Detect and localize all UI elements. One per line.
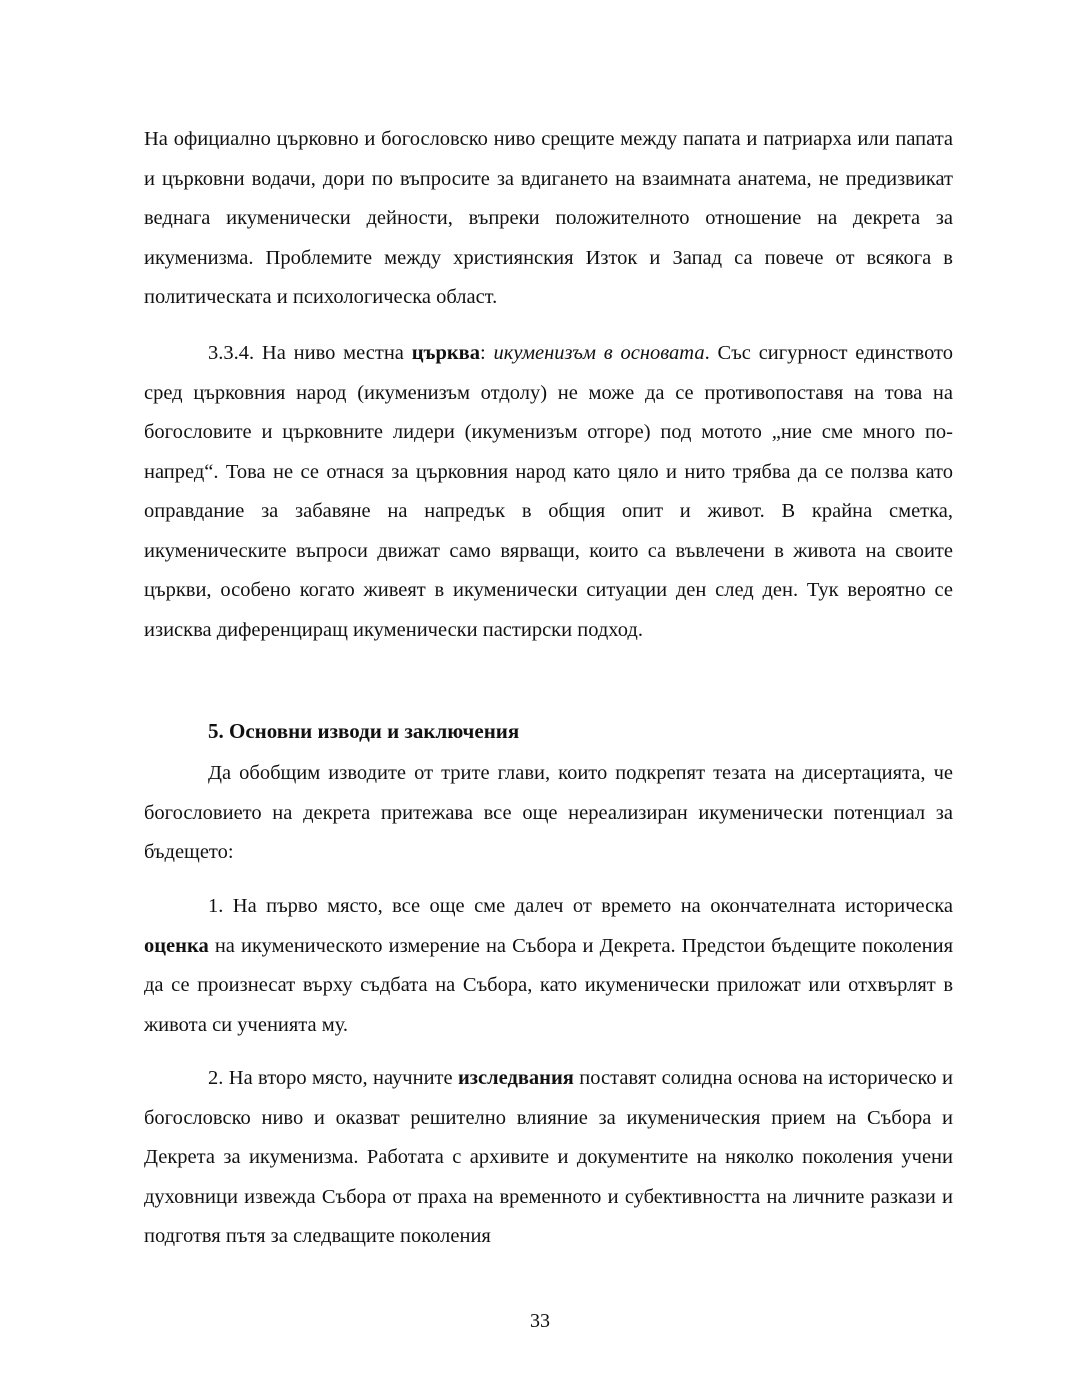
colon-separator: : [480, 342, 494, 364]
paragraph-summary-intro [144, 754, 953, 873]
paragraph-rest: на икуменическото измерение на Събора и Декрета. Предстои бъдещите поколения да се произнесат върху съдбата на Събора, като икуменически приложат или отхвърлят в живота си ученията му. [144, 934, 953, 1036]
paragraph-prefix: 3.3.4. На ниво местна [208, 342, 412, 364]
bold-term-church: църква [411, 342, 480, 364]
section-heading: 5. Основни изводи и заключения [208, 719, 520, 743]
paragraph-prefix: 1. На първо място, все още сме далеч от времето на окончателната историческа [208, 895, 953, 917]
paragraph-rest: поставят солидна основа на историческо и богословско ниво и оказват решително влияние за икуменическия прием на Събора и Декрета за икуменизма. Работата с архивите и документите на няколко поколения учени духовници извежда Събора от праха на временното и субективността на личните разкази и подготвя пътя за следващите поколения [144, 1067, 953, 1247]
paragraph-point-2 [144, 1059, 953, 1257]
paragraph-rest: . Със сигурност единството сред църковния народ (икуменизъм отдолу) не може да се противопоставя на това на богословите и църковните лидери (икуменизъм отгоре) под мотото „ние сме много по-напред“. Това не се отнася за църковния народ като цяло и нито трябва да се ползва като оправдание за забавяне на напредък в общия опит и живот. В крайна сметка, икуменическите въпроси движат само вярващи, които са въвлечени в живота на своите църкви, особено когато живеят в икуменически ситуации ден след ден. Тук вероятно се изисква диференциращ икуменически пастирски подход. [144, 342, 953, 641]
paragraph-official-level [144, 120, 953, 318]
paragraph-text: Да обобщим изводите от трите глави, които подкрепят тезата на дисертацията, че богословието на декрета притежава все още нереализиран икуменически потенциал за бъдещето: [144, 762, 953, 863]
paragraph-point-1 [144, 887, 953, 1045]
paragraph-prefix: 2. На второ място, научните [208, 1067, 458, 1089]
paragraph-local-church [144, 334, 953, 650]
italic-term-ecumenism: икуменизъм в основата [493, 342, 705, 364]
paragraph-text: На официално църковно и богословско ниво срещите между папата и патриарха или папата и църковни водачи, дори по въпросите за вдигането на взаимната анатема, не предизвикат веднага икуменически дейности, въпреки положителното отношение на декрета за икуменизма. Проблемите между християнския Изток и Запад са повече от всякога в политическата и психологическа област. [144, 128, 953, 308]
bold-term-assessment: оценка [144, 934, 209, 957]
bold-term-research: изследвания [458, 1067, 574, 1089]
page-number: 33 [530, 1310, 550, 1332]
